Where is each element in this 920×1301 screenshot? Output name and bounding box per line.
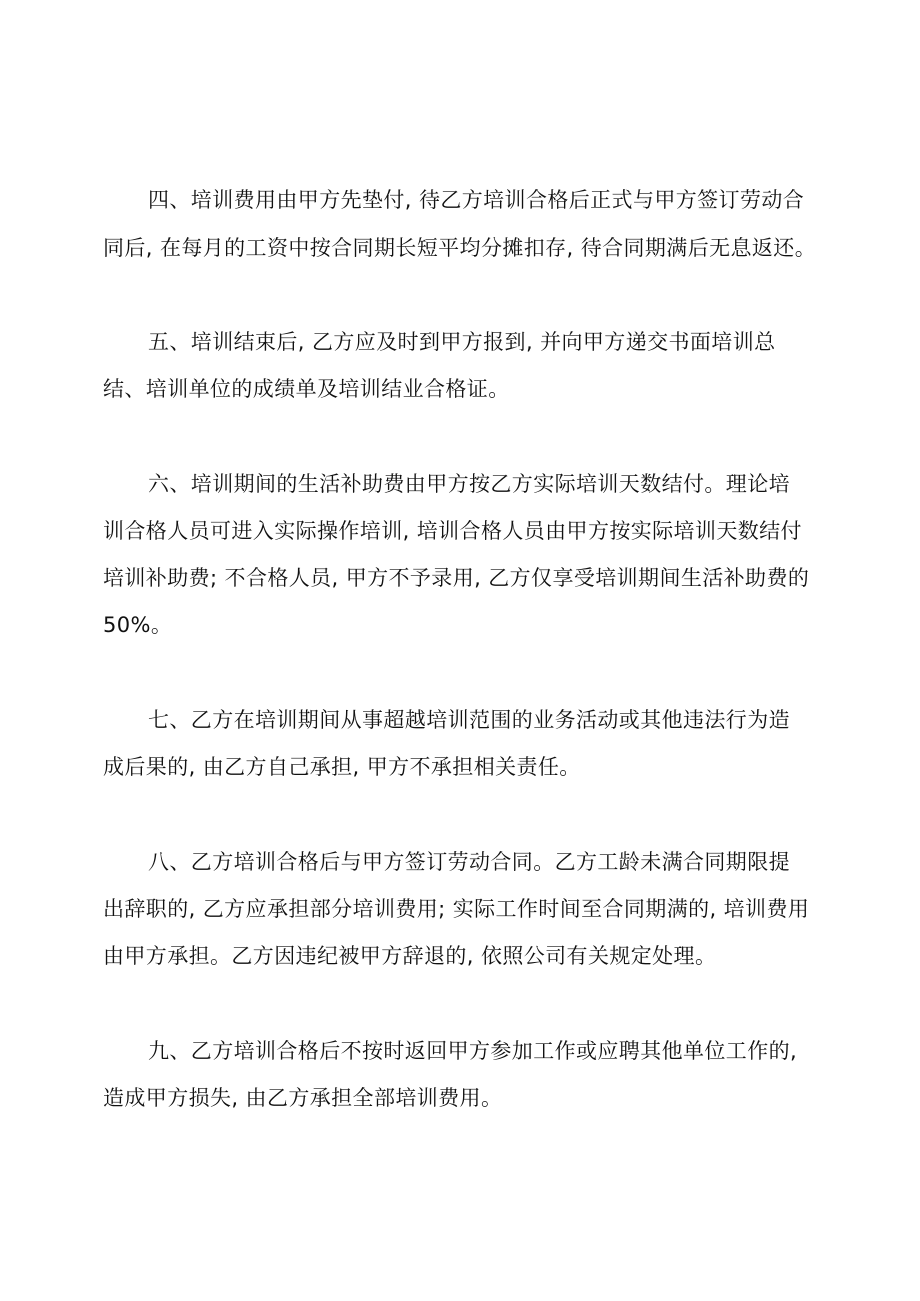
clause-9-line-1: 九、乙方培训合格后不按时返回甲方参加工作或应聘其他单位工作的, bbox=[148, 1039, 798, 1063]
clause-7-line-1: 七、乙方在培训期间从事超越培训范围的业务活动或其他违法行为造 bbox=[148, 708, 790, 732]
clause-6-line-4: 50%。 bbox=[103, 613, 173, 637]
clause-4-line-2: 同后, 在每月的工资中按合同期长短平均分摊扣存, 待合同期满后无息返还。 bbox=[103, 236, 817, 260]
clause-9-line-2: 造成甲方损失, 由乙方承担全部培训费用。 bbox=[103, 1086, 503, 1110]
clause-5-line-1: 五、培训结束后, 乙方应及时到甲方报到, 并向甲方递交书面培训总 bbox=[148, 330, 776, 354]
clause-6-line-3: 培训补助费; 不合格人员, 甲方不予录用, 乙方仅享受培训期间生活补助费的 bbox=[103, 566, 810, 590]
clause-5-line-2: 结、培训单位的成绩单及培训结业合格证。 bbox=[103, 377, 510, 401]
clause-8-line-3: 由甲方承担。乙方因违纪被甲方辞退的, 依照公司有关规定处理。 bbox=[103, 944, 717, 968]
clause-8-line-1: 八、乙方培训合格后与甲方签订劳动合同。乙方工龄未满合同期限提 bbox=[148, 850, 790, 874]
clause-8-line-2: 出辞职的, 乙方应承担部分培训费用; 实际工作时间至合同期满的, 培训费用 bbox=[103, 897, 810, 921]
clause-4-line-1: 四、培训费用由甲方先垫付, 待乙方培训合格后正式与甲方签订劳动合 bbox=[148, 188, 805, 212]
clause-7-line-2: 成后果的, 由乙方自己承担, 甲方不承担相关责任。 bbox=[103, 755, 581, 779]
clause-6-line-2: 训合格人员可进入实际操作培训, 培训合格人员由甲方按实际培训天数结付 bbox=[103, 519, 802, 543]
clause-6-line-1: 六、培训期间的生活补助费由甲方按乙方实际培训天数结付。理论培 bbox=[148, 472, 790, 496]
